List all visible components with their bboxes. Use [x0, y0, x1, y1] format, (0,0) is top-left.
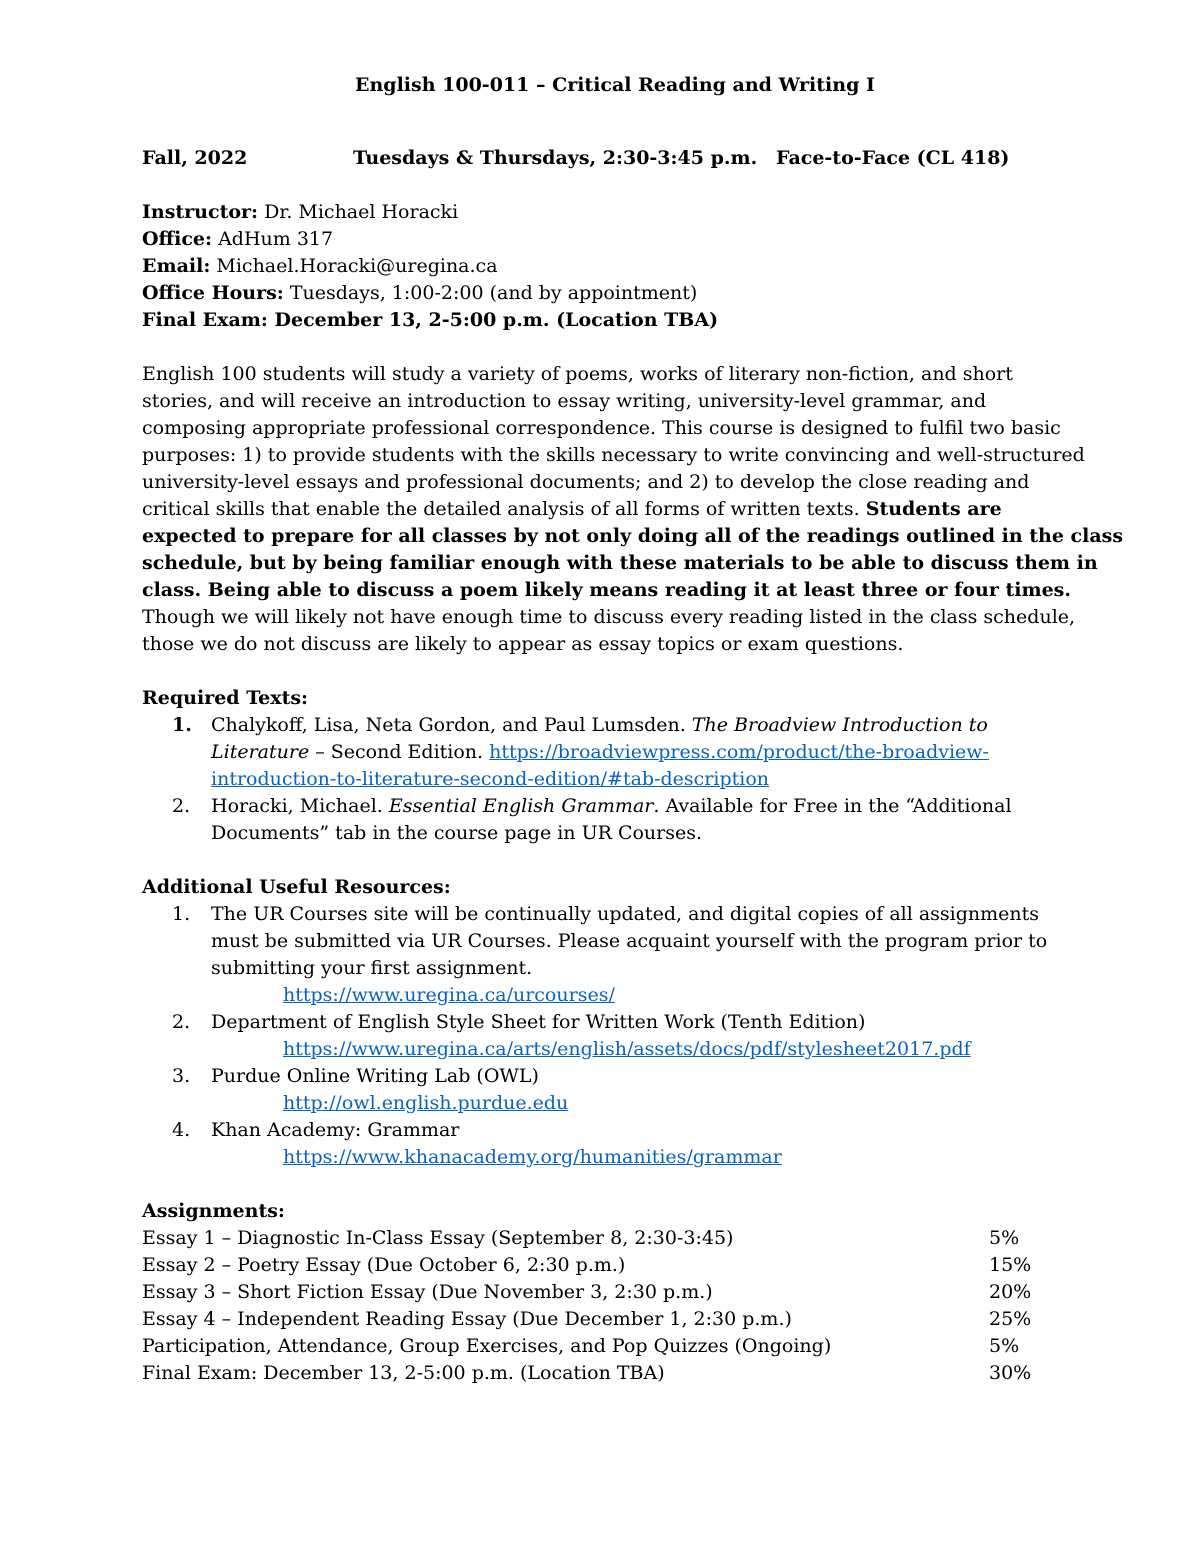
class-schedule: Tuesdays & Thursdays, 2:30-3:45 p.m.	[353, 147, 758, 169]
purdue-owl-link[interactable]: http://owl.english.purdue.edu	[283, 1092, 569, 1114]
assignment-label: Essay 4 – Independent Reading Essay (Due December 1, 2:30 p.m.)	[142, 1308, 792, 1330]
book-author: Horacki, Michael.	[211, 795, 389, 817]
office-label: Office:	[142, 228, 213, 250]
stylesheet-link[interactable]: https://www.uregina.ca/arts/english/assets/docs/pdf/stylesheet2017.pdf	[283, 1038, 971, 1060]
course-title: English 100-011 – Critical Reading and Writing I	[355, 74, 875, 96]
description-emphasis-line: expected to prepare for all classes by not only doing all of the readings outlined in the class	[142, 525, 1124, 547]
description-line: stories, and will receive an introduction to essay writing, university-level grammar, and	[142, 390, 987, 412]
list-number: 2.	[172, 1011, 191, 1033]
office-hours-value: Tuesdays, 1:00-2:00 (and by appointment)	[283, 282, 698, 304]
office-hours-label: Office Hours:	[142, 282, 284, 304]
assignment-weight: 5%	[989, 1335, 1020, 1357]
list-number: 4.	[172, 1119, 191, 1141]
book-availability: . Available for Free in the “Additional	[653, 795, 1012, 817]
assignment-weight: 15%	[989, 1254, 1032, 1276]
list-number: 1.	[172, 714, 192, 736]
resource-4-text: Khan Academy: Grammar	[211, 1119, 460, 1141]
office-value: AdHum 317	[212, 228, 334, 250]
term: Fall, 2022	[142, 147, 248, 169]
assignments-heading: Assignments:	[142, 1200, 285, 1222]
book-authors: Chalykoff, Lisa, Neta Gordon, and Paul Lumsden.	[211, 714, 692, 736]
assignment-label: Essay 2 – Poetry Essay (Due October 6, 2:30 p.m.)	[142, 1254, 626, 1276]
required-text-1-cont	[211, 740, 989, 764]
required-text-2-cont: Documents” tab in the course page in UR Courses.	[211, 822, 703, 844]
list-number: 2.	[172, 795, 191, 817]
khan-academy-link[interactable]: https://www.khanacademy.org/humanities/grammar	[283, 1146, 782, 1168]
assignment-weight: 25%	[989, 1308, 1032, 1330]
instructor-value: Dr. Michael Horacki	[258, 201, 459, 223]
resource-3-text: Purdue Online Writing Lab (OWL)	[211, 1065, 539, 1087]
description-line	[142, 497, 1002, 521]
list-number: 3.	[172, 1065, 191, 1087]
resource-4-link-line	[283, 1145, 782, 1169]
delivery-mode: Face-to-Face (CL 418)	[776, 147, 1010, 169]
description-line: those we do not discuss are likely to appear as essay topics or exam questions.	[142, 633, 904, 655]
required-text-2	[211, 794, 1012, 818]
description-emphasis-line: class. Being able to discuss a poem likely means reading it at least three or four times.	[142, 579, 1071, 601]
resource-1-link-line	[283, 983, 615, 1007]
assignment-weight: 20%	[989, 1281, 1032, 1303]
office-hours-line	[142, 281, 697, 305]
final-exam-line: Final Exam: December 13, 2-5:00 p.m. (Location TBA)	[142, 309, 719, 331]
assignment-label: Essay 3 – Short Fiction Essay (Due November 3, 2:30 p.m.)	[142, 1281, 713, 1303]
office-line	[142, 227, 333, 251]
description-emphasis-line: schedule, but by being familiar enough with these materials to be able to discuss them in	[142, 552, 1098, 574]
urcourses-link[interactable]: https://www.uregina.ca/urcourses/	[283, 984, 615, 1006]
book-title-cont: Literature	[211, 741, 310, 763]
instructor-label: Instructor:	[142, 201, 259, 223]
broadview-link-cont[interactable]: introduction-to-literature-second-edition/#tab-description	[211, 768, 770, 790]
description-line: university-level essays and professional documents; and 2) to develop the close reading and	[142, 471, 1030, 493]
description-line: composing appropriate professional correspondence. This course is designed to fulfil two basic	[142, 417, 1061, 439]
resource-1-text: submitting your first assignment.	[211, 957, 533, 979]
book-title: The Broadview Introduction to	[691, 714, 988, 736]
broadview-link[interactable]: https://broadviewpress.com/product/the-broadview-	[489, 741, 989, 763]
email-value: Michael.Horacki@uregina.ca	[210, 255, 498, 277]
instructor-line	[142, 200, 458, 224]
description-text: critical skills that enable the detailed analysis of all forms of written texts.	[142, 498, 866, 520]
required-texts-heading: Required Texts:	[142, 687, 309, 709]
resource-2-link-line	[283, 1037, 971, 1061]
assignment-weight: 30%	[989, 1362, 1032, 1384]
resource-1-text: must be submitted via UR Courses. Please acquaint yourself with the program prior to	[211, 930, 1048, 952]
email-line	[142, 254, 498, 278]
email-label: Email:	[142, 255, 211, 277]
description-emphasis: Students are	[865, 498, 1002, 520]
assignment-label: Essay 1 – Diagnostic In-Class Essay (September 8, 2:30-3:45)	[142, 1227, 734, 1249]
assignment-weight: 5%	[989, 1227, 1020, 1249]
book-title: Essential English Grammar	[388, 795, 654, 817]
book-edition: – Second Edition.	[309, 741, 490, 763]
required-text-1	[211, 713, 988, 737]
resources-heading: Additional Useful Resources:	[142, 876, 451, 898]
description-line: English 100 students will study a variety of poems, works of literary non-fiction, and short	[142, 363, 1013, 385]
description-line: purposes: 1) to provide students with the skills necessary to write convincing and well-structured	[142, 444, 1085, 466]
required-text-1-link-cont	[211, 767, 769, 791]
list-number: 1.	[172, 903, 191, 925]
description-line: Though we will likely not have enough time to discuss every reading listed in the class schedule,	[142, 606, 1076, 628]
resource-3-link-line	[283, 1091, 568, 1115]
resource-1-text: The UR Courses site will be continually updated, and digital copies of all assignments	[211, 903, 1040, 925]
assignment-label: Participation, Attendance, Group Exercises, and Pop Quizzes (Ongoing)	[142, 1335, 832, 1357]
assignment-label: Final Exam: December 13, 2-5:00 p.m. (Location TBA)	[142, 1362, 665, 1384]
resource-2-text: Department of English Style Sheet for Written Work (Tenth Edition)	[211, 1011, 866, 1033]
